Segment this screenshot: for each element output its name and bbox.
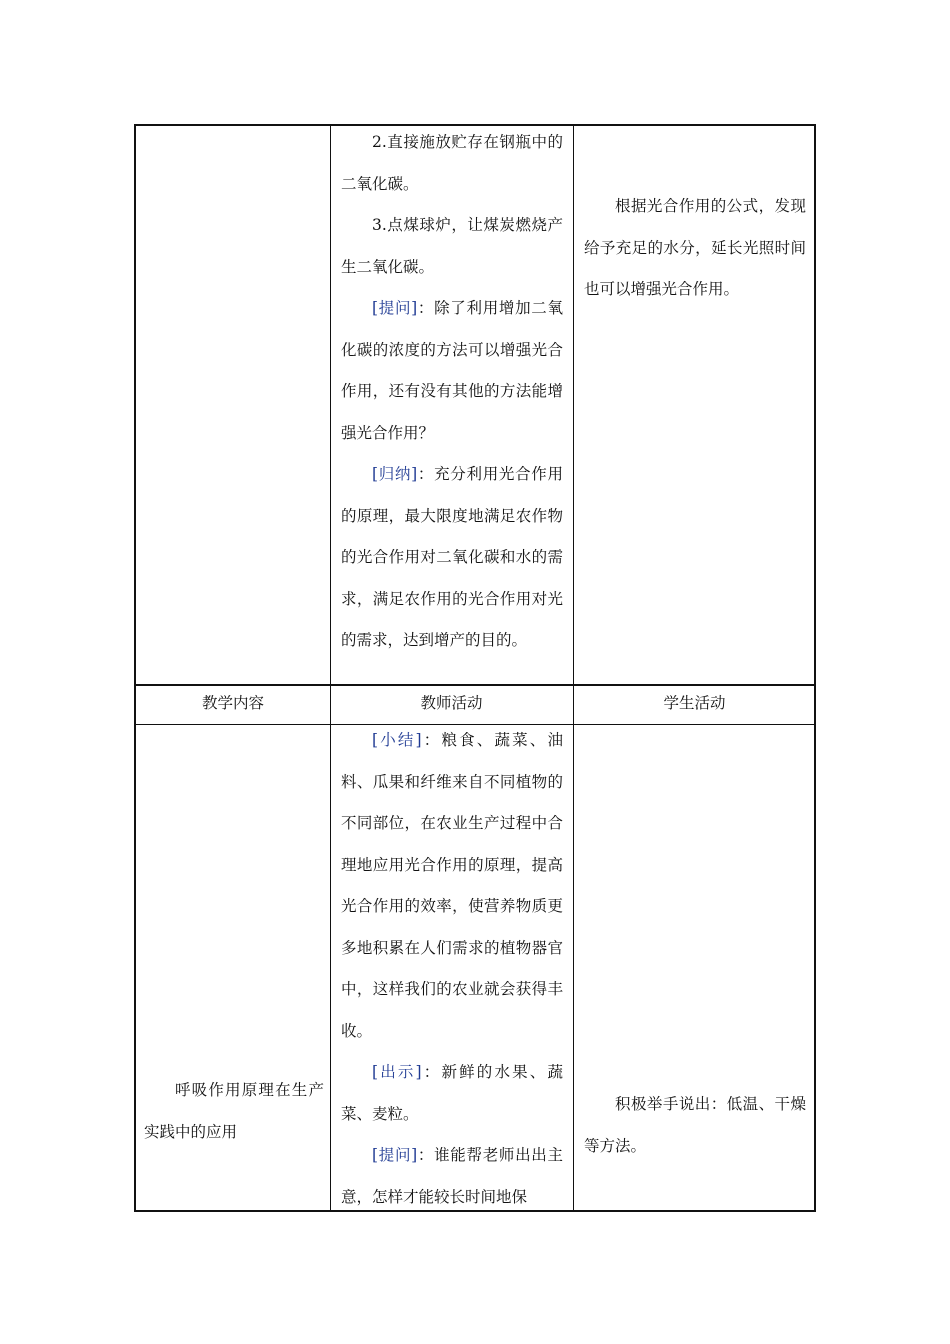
teacher-paragraph: [341, 122, 563, 205]
header-student-activity: 学生活动: [663, 694, 726, 712]
paragraph-tag: [归纳]: [372, 465, 418, 483]
paragraph-tag: [提问]: [372, 299, 418, 317]
teacher-paragraph: [341, 288, 563, 454]
continued-teacher-cell: [341, 122, 563, 662]
paragraph-tag: [出示]: [372, 1063, 422, 1081]
teacher-paragraph: [341, 1135, 563, 1218]
paragraph-tag: [提问]: [372, 1146, 418, 1164]
teacher-paragraph: [341, 205, 563, 288]
row2-content-cell: [144, 1070, 324, 1153]
student-paragraph: 根据光合作用的公式，发现给予充足的水分，延长光照时间也可以增强光合作用。: [584, 197, 806, 298]
student-paragraph: 积极举手说出：低温、干燥等方法。: [584, 1095, 806, 1155]
header-teaching-content: 教学内容: [201, 694, 264, 712]
teacher-paragraph: [341, 720, 563, 1052]
column-divider-2: [573, 126, 574, 1210]
continued-student-cell: [584, 186, 806, 311]
lesson-table: [134, 124, 816, 1212]
paragraph-text: 2.直接施放贮存在钢瓶中的二氧化碳。: [341, 133, 563, 193]
column-divider-1: [330, 126, 331, 1210]
teacher-paragraph: [341, 1052, 563, 1135]
paragraph-text: ：新鲜的水果、蔬菜、麦粒。: [341, 1063, 563, 1123]
paragraph-text: ：谁能帮老师出出主意，怎样才能较长时间地保: [341, 1146, 563, 1206]
teacher-paragraph: [341, 454, 563, 662]
paragraph-text: ：粮食、蔬菜、油料、瓜果和纤维来自不同植物的不同部位，在农业生产过程中合理地应用光合作用的原理，提高光合作用的效率，使营养物质更多地积累在人们需求的植物器官中，这样我们的农业就会获得丰收。: [341, 731, 563, 1040]
paragraph-text: ：除了利用增加二氧化碳的浓度的方法可以增强光合作用，还有没有其他的方法能增强光合作用？: [341, 299, 563, 442]
header-teacher-activity: 教师活动: [420, 694, 483, 712]
row2-teacher-cell: [341, 720, 563, 1218]
row2-student-cell: [584, 1084, 806, 1167]
paragraph-text: 3.点煤球炉，让煤炭燃烧产生二氧化碳。: [341, 216, 563, 276]
paragraph-tag: [小结]: [372, 731, 422, 749]
continued-content-cell: [136, 126, 330, 684]
content-paragraph: 呼吸作用原理在生产实践中的应用: [144, 1081, 324, 1141]
paragraph-text: ：充分利用光合作用的原理，最大限度地满足农作物的光合作用对二氧化碳和水的需求，满足农作用的光合作用对光的需求，达到增产的目的。: [341, 465, 563, 649]
